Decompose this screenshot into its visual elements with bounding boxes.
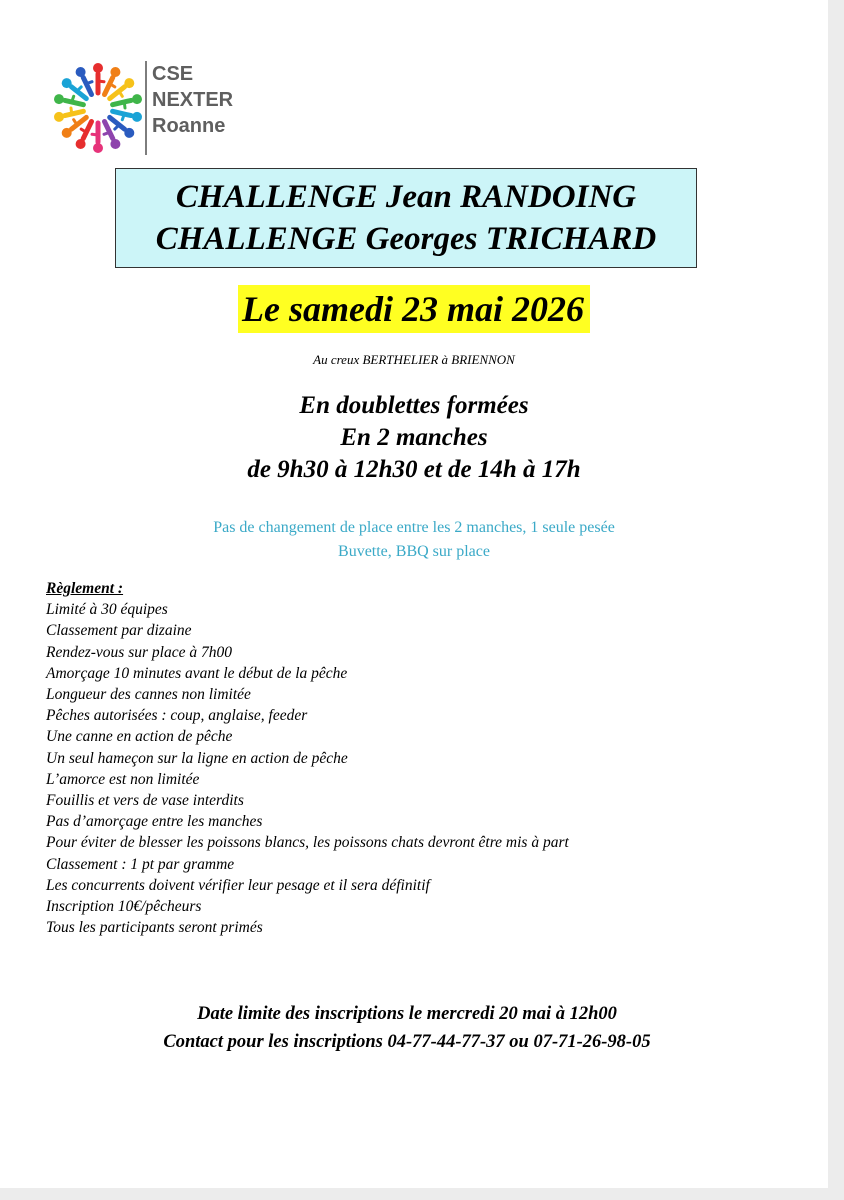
rule-item: Classement : 1 pt par gramme (46, 855, 235, 873)
rule-item: Inscription 10€/pêcheurs (46, 898, 202, 916)
people-circle-icon (52, 62, 144, 154)
rule-item: L’amorce est non limitée (46, 770, 200, 788)
logo-person-body (113, 100, 132, 104)
event-location: Au creux BERTHELIER à BRIENNON (313, 352, 515, 367)
format-line-3: de 9h30 à 12h30 et de 14h à 17h (247, 456, 581, 483)
rules-heading: Règlement : (46, 580, 124, 597)
logo-person-arm (115, 125, 119, 129)
logo-person-body (65, 111, 84, 115)
logo-person-arm (122, 114, 124, 120)
registration-deadline: Date limite des inscriptions le mercredi 20 mai à 12h00 (197, 1004, 617, 1024)
footer (0, 1000, 814, 1056)
logo-person-arm (86, 82, 92, 84)
logo-person-body (83, 77, 91, 94)
rule-item: Fouillis et vers de vase interdits (46, 792, 244, 810)
rule-item: Rendez-vous sur place à 7h00 (46, 643, 232, 661)
logo-divider (145, 61, 147, 155)
format-line-1: En doublettes formées (299, 392, 529, 419)
rule-item: Un seul hameçon sur la ligne en action de pêche (46, 749, 348, 767)
event-info (0, 516, 828, 564)
logo-person-body (113, 111, 132, 115)
logo-person-body (65, 100, 84, 104)
logo-person-body (105, 122, 113, 139)
logo-person-arm (92, 134, 98, 135)
logo-person-arm (71, 108, 72, 114)
logo-person-head (54, 112, 64, 122)
logo-person-arm (104, 132, 110, 134)
logo-text-cse: CSE (152, 63, 194, 85)
rule-item: Amorçage 10 minutes avant le début de la pêche (46, 664, 348, 682)
logo-person-head (132, 112, 142, 122)
logo-person-arm (124, 102, 125, 108)
rule-item: Les concurrents doivent vérifier leur pesage et il sera définitif (46, 876, 430, 894)
logo-text-roanne: Roanne (152, 115, 226, 137)
rule-item: Pêches autorisées : coup, anglaise, feeder (46, 707, 308, 725)
event-date: Le samedi 23 mai 2026 (238, 285, 590, 333)
rule-item: Une canne en action de pêche (46, 728, 233, 746)
info-line-2: Buvette, BBQ sur place (338, 543, 490, 560)
logo-person-arm (72, 96, 74, 102)
logo-person-head (54, 94, 64, 104)
format-line-2: En 2 manches (340, 424, 488, 451)
rule-item: Longueur des cannes non limitée (46, 686, 251, 704)
rules-section (46, 578, 569, 938)
rule-item: Tous les participants seront primés (46, 919, 263, 937)
logo-text-nexter: NEXTER (152, 89, 234, 111)
cse-nexter-logo (52, 58, 252, 158)
event-date-wrapper (0, 285, 828, 333)
logo-person-head (132, 94, 142, 104)
title-line-2: CHALLENGE Georges TRICHARD (155, 221, 657, 257)
rule-item: Pas d’amorçage entre les manches (46, 813, 263, 831)
registration-contact: Contact pour les inscriptions 04-77-44-77-37 ou 07-71-26-98-05 (163, 1032, 651, 1052)
rule-item: Limité à 30 équipes (46, 601, 168, 619)
rule-item: Pour éviter de blesser les poissons blancs, les poissons chats devront être mis à part (46, 834, 569, 852)
event-format (0, 390, 828, 486)
logo-person-arm (98, 81, 104, 82)
info-line-1: Pas de changement de place entre les 2 manches, 1 seule pesée (213, 519, 615, 536)
rule-item: Classement par dizaine (46, 622, 192, 640)
title-line-1: CHALLENGE Jean RANDOING (175, 179, 637, 215)
title-box (115, 168, 697, 268)
logo-person-arm (77, 87, 81, 91)
